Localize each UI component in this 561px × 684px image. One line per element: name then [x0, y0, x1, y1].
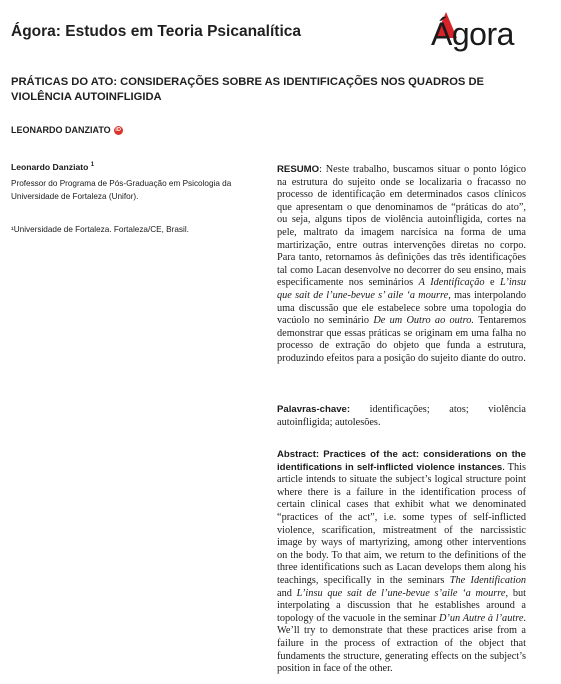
resumo-text: e: [484, 277, 501, 289]
resumo-paragraph: [277, 164, 526, 366]
author-position: Professor do Programa de Pós-Graduação em Psicologia da Universidade de Fortaleza (Unifor).: [11, 179, 232, 201]
resumo-label: RESUMO: [277, 164, 320, 175]
abstract-label: Abstract: Practices of the act: considerations on the identifications in self-inflicted violence instances: [277, 449, 526, 473]
resumo-text: : Neste trabalho, buscamos situar o ponto lógico na estrutura do sujeito onde se localizaria o fracasso no processo de identificação em determinados casos clínicos que apresentam o que denominamos de “práticas do ato”, ou seja, alguns tipos de violência autoinfligida, cortes na pele, maltrato da imagem narcísica na forma de uma martirização, entre outras intervenções diretas no corpo. Para tanto, retornamos às definições das três identificações tal como Lacan desenvolve no decorrer do seu ensino, mais especificamente nos seminários: [277, 164, 526, 289]
abstract-text: . We’ll try to demonstrate that these practices arise from a failure in the process of extraction of the object that fundaments the structure, generating effects on the subject’s position in face of the other.: [277, 612, 526, 675]
resumo-text: Tentaremos demonstrar que essas práticas se originam em uma falha no processo de extração do objeto que funda a estrutura, produzindo efeitos para a posição do sujeito diante do outro.: [277, 315, 526, 364]
author-header: [11, 125, 123, 135]
orcid-icon[interactable]: iD: [115, 126, 121, 133]
abstract-italic: The Identification: [449, 574, 526, 586]
resumo-text: , mas interpolando uma discussão que ele estabelece sobre uma topologia do vacúolo no seminário: [277, 289, 526, 327]
abstract-text: and: [277, 587, 297, 599]
abstract-text: , but interpolating a discussion that he establishes around a topology of the vacuole in the seminar: [277, 587, 526, 624]
author-affiliation: ¹Universidade de Fortaleza. Fortaleza/CE, Brasil.: [11, 225, 189, 234]
keywords-label: Palavras-chave:: [277, 404, 351, 415]
resumo-italic: De um Outro ao outro.: [373, 315, 475, 327]
journal-title: Ágora: Estudos em Teoria Psicanalítica: [11, 23, 301, 40]
author-footnote-marker: 1: [90, 162, 95, 169]
author-header-name: LEONARDO DANZIATO: [11, 125, 111, 135]
abstract-italic: D’un Autre à l’autre: [439, 612, 524, 624]
keywords-paragraph: [277, 404, 526, 429]
author-name: [11, 162, 94, 172]
abstract-paragraph: [277, 449, 526, 676]
abstract-text: . This article intends to situate the subject’s logical structure point where there is a failure in the identification process of certain clinical cases that exhibit what we denominated “practices of the act”, i.e. some types of self-inflicted violence, scarification, mistreatment of the narcissistic image by ways of martyrizing, among other interventions on the body. To that aim, we return to the definitions of the three identifications such as Lacan develops them along his teachings, specifically in the seminars: [277, 461, 526, 586]
keywords-text: identificações; atos; violência autoinfligida; autolesões.: [277, 404, 526, 428]
abstract-italic: L’insu que sait de l’une-bevue s’aile ‘a mourre: [296, 587, 506, 599]
resumo-italic: L’insu que sait de l’une-bevue s’ aile ‘a mourre: [277, 277, 526, 301]
author-name-text: Leonardo Danziato: [11, 162, 89, 172]
logo-text: Ágora: [431, 16, 514, 52]
article-title: PRÁTICAS DO ATO: CONSIDERAÇÕES SOBRE AS IDENTIFICAÇÕES NOS QUADROS DE VIOLÊNCIA AUTOINFLIGIDA: [11, 76, 485, 103]
journal-logo: [431, 14, 526, 54]
resumo-italic: A Identificação: [418, 277, 485, 289]
